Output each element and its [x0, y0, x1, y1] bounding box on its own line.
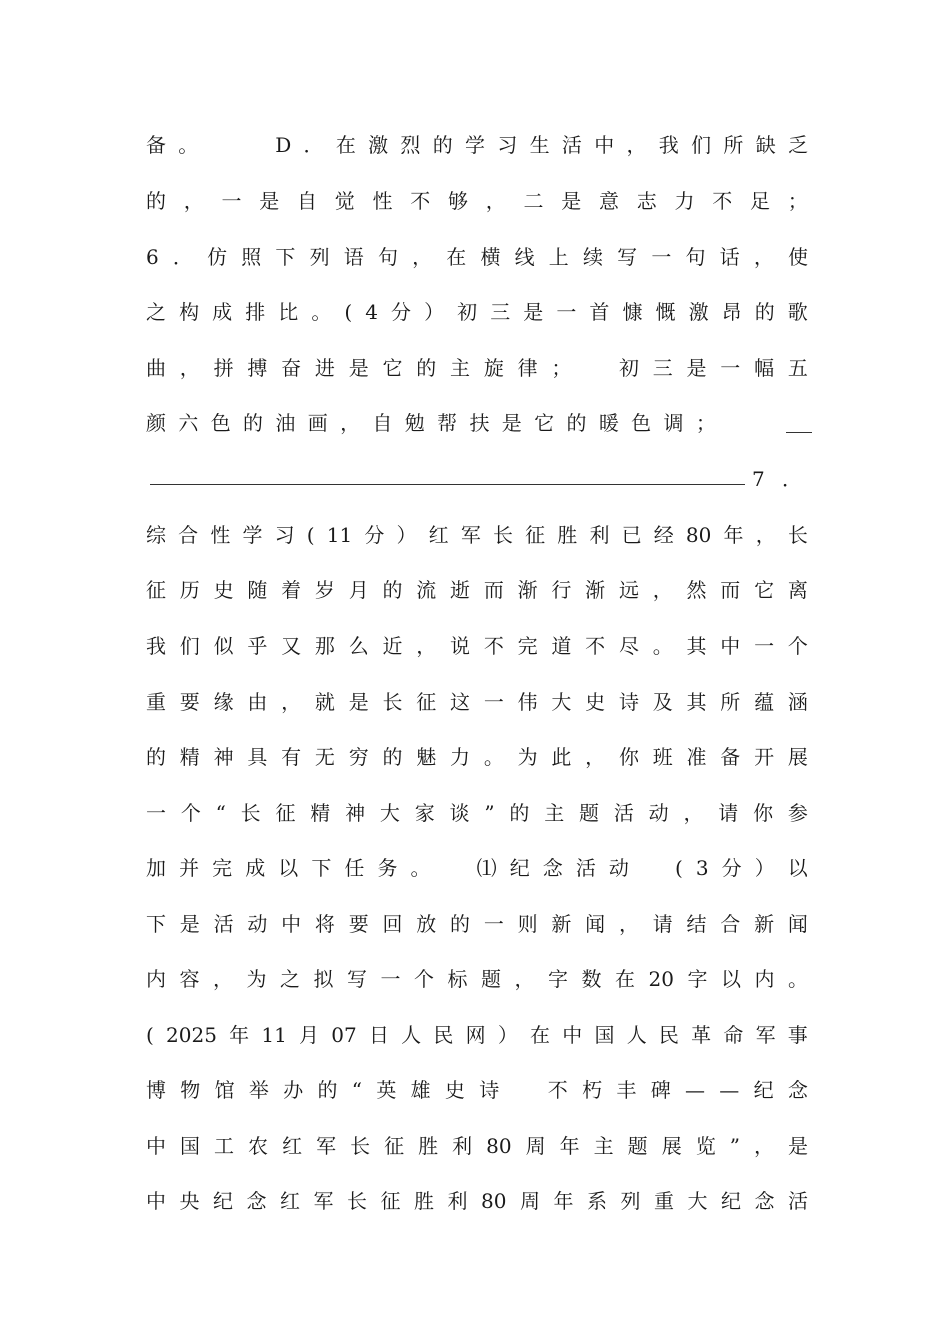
- text-line-9: 征 历 史 随 着 岁 月 的 流 逝 而 渐 行 渐 远 ， 然 而 它 离: [146, 578, 808, 602]
- text-line-8: 综 合 性 学 习 ( 11 分 ） 红 军 长 征 胜 利 已 经 80 年 ， 长: [146, 523, 808, 547]
- answer-blank-line-2: [150, 484, 745, 485]
- text-line-19: 中 国 工 农 红 军 长 征 胜 利 80 周 年 主 题 展 览 ” ， 是: [146, 1134, 808, 1158]
- text-line-5: 曲 ， 拼 搏 奋 进 是 它 的 主 旋 律 ； 初 三 是 一 幅 五: [146, 356, 808, 380]
- text-line-7: 7 ．: [752, 467, 802, 491]
- text-line-4: 之 构 成 排 比 。 ( 4 分 ） 初 三 是 一 首 慷 慨 激 昂 的 歌: [146, 300, 808, 324]
- text-line-10: 我 们 似 乎 又 那 么 近 ， 说 不 完 道 不 尽 。 其 中 一 个: [146, 634, 808, 658]
- text-line-17: ( 2025 年 11 月 07 日 人 民 网 ） 在 中 国 人 民 革 命 军 事: [146, 1023, 808, 1047]
- text-line-14: 加 并 完 成 以 下 任 务 。 ⑴ 纪 念 活 动 ( 3 分 ） 以: [146, 856, 808, 880]
- text-line-11: 重 要 缘 由 ， 就 是 长 征 这 一 伟 大 史 诗 及 其 所 蕴 涵: [146, 690, 808, 714]
- text-line-6: 颜 六 色 的 油 画 ， 自 勉 帮 扶 是 它 的 暖 色 调 ；: [146, 411, 716, 435]
- answer-blank-line-1: [786, 432, 812, 433]
- text-line-12: 的 精 神 具 有 无 穷 的 魅 力 。 为 此 ， 你 班 准 备 开 展: [146, 745, 808, 769]
- text-line-16: 内 容 ， 为 之 拟 写 一 个 标 题 ， 字 数 在 20 字 以 内 。: [146, 967, 808, 991]
- text-line-13: 一 个 “ 长 征 精 神 大 家 谈 ” 的 主 题 活 动 ， 请 你 参: [146, 801, 808, 825]
- text-line-20: 中 央 纪 念 红 军 长 征 胜 利 80 周 年 系 列 重 大 纪 念 活: [146, 1189, 808, 1213]
- text-line-2: 的 ， 一 是 自 觉 性 不 够 ， 二 是 意 志 力 不 足 ；: [146, 189, 808, 213]
- text-line-15: 下 是 活 动 中 将 要 回 放 的 一 则 新 闻 ， 请 结 合 新 闻: [146, 912, 808, 936]
- text-line-1: 备 。 D ． 在 激 烈 的 学 习 生 活 中 ， 我 们 所 缺 乏: [146, 133, 808, 157]
- text-line-18: 博 物 馆 举 办 的 “ 英 雄 史 诗 不 朽 丰 碑 — — 纪 念: [146, 1078, 808, 1102]
- text-line-3: 6 ． 仿 照 下 列 语 句 ， 在 横 线 上 续 写 一 句 话 ， 使: [146, 245, 808, 269]
